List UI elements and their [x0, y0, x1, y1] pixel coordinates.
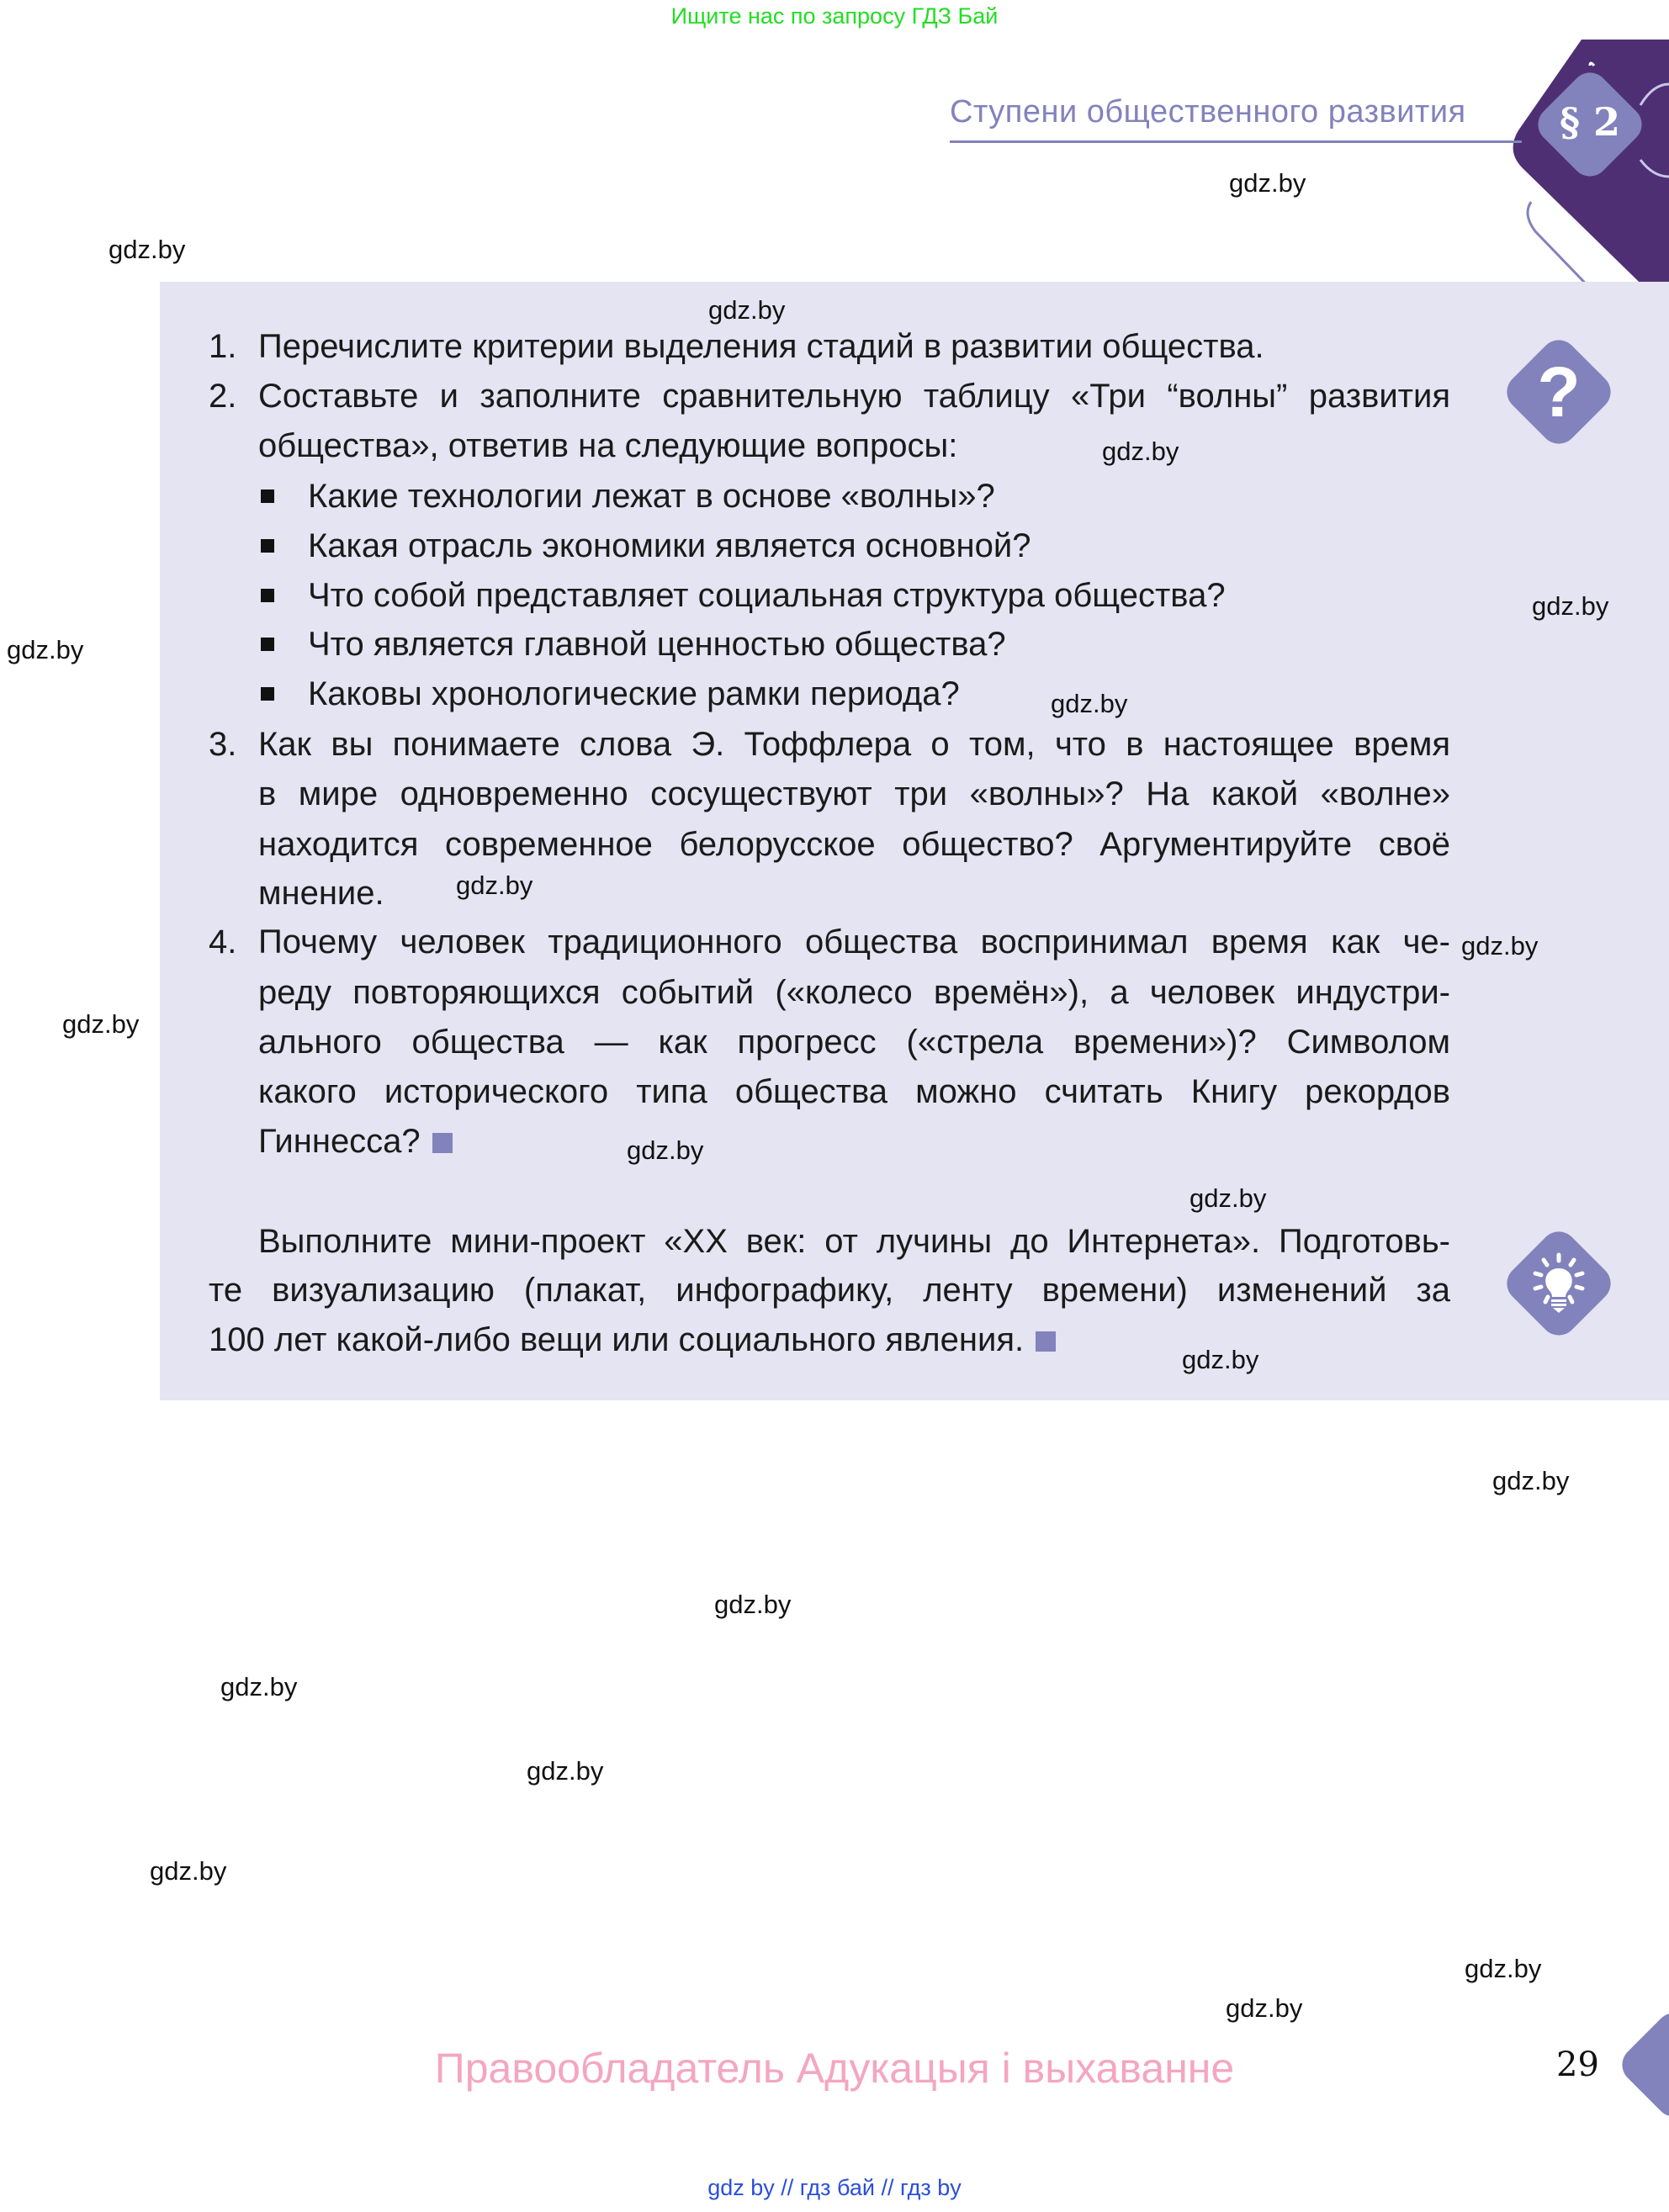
watermark: gdz.by	[62, 1009, 140, 1039]
watermark: gdz.by	[1229, 168, 1306, 198]
question-3-text: в мире одновременно сосуществуют три «волны»? На какой «волне»	[258, 775, 1450, 812]
question-3-text: Как вы понимаете слова Э. Тоффлера о том, что в настоящее время	[258, 726, 1450, 763]
project-text-last	[209, 1316, 1056, 1363]
watermark: gdz.by	[1102, 437, 1179, 466]
page-number: 29	[1556, 2045, 1599, 2084]
bullet-icon	[261, 638, 274, 651]
watermark: gdz.by	[714, 1590, 792, 1619]
bullet-icon	[261, 539, 274, 553]
bullet-icon	[261, 489, 274, 503]
site-links[interactable]: gdz by // гдз бай // гдз by	[707, 2175, 962, 2200]
watermark: gdz.by	[1532, 591, 1609, 621]
question-2-bullet: Какая отрасль экономики является основной?	[308, 527, 1031, 564]
watermark: gdz.by	[150, 1856, 227, 1886]
question-1-text: Перечислите критерии выделения стадий в развитии общества.	[258, 328, 1264, 365]
question-2-bullet: Какие технологии лежат в основе «волны»?	[308, 478, 995, 515]
bullet-icon	[261, 687, 274, 701]
search-hint: Ищите нас по запросу ГДЗ Бай	[670, 3, 999, 29]
watermark: gdz.by	[109, 235, 186, 264]
watermark: gdz.by	[456, 871, 533, 900]
question-4-text: какого исторического типа общества можно считать Книгу рекордов	[258, 1073, 1450, 1110]
question-2-text: общества», ответив на следующие вопросы:	[258, 427, 958, 464]
question-2-bullet: Что собой представляет социальная структура общества?	[308, 577, 1226, 614]
question-1-number: 1.	[209, 328, 237, 365]
project-text: 100 лет какой-либо вещи или социального явления.	[209, 1321, 1025, 1358]
question-mark: ?	[1537, 352, 1581, 431]
question-4-text: реду повторяющихся событий («колесо времён»), а человек индустри-	[258, 974, 1450, 1011]
question-3-text: находится современное белорусское общество? Аргументируйте своё	[258, 826, 1450, 863]
watermark: gdz.by	[1461, 931, 1539, 960]
section-number: § 2	[1559, 99, 1621, 145]
chapter-title: Ступени общественного развития	[950, 94, 1466, 130]
question-2-number: 2.	[209, 378, 237, 415]
question-2-bullet: Каковы хронологические рамки периода?	[308, 675, 960, 712]
bullet-icon	[261, 589, 274, 602]
end-marker-icon	[1036, 1331, 1056, 1352]
question-3-text: мнение.	[258, 875, 384, 912]
question-3-number: 3.	[209, 726, 237, 763]
watermark: gdz.by	[1492, 1466, 1570, 1495]
watermark: gdz.by	[1226, 1993, 1303, 2023]
watermark: gdz.by	[708, 295, 786, 325]
lightbulb-glyph	[1525, 1250, 1592, 1317]
question-2-text: Составьте и заполните сравнительную таблицу «Три “волны” развития	[258, 378, 1450, 415]
question-4-text: ального общества — как прогресс («стрела времени»)? Символом	[258, 1024, 1450, 1061]
page-corner-marker	[1614, 2005, 1669, 2124]
watermark: gdz.by	[1182, 1345, 1259, 1374]
question-2-bullet: Что является главной ценностью общества?	[308, 626, 1006, 663]
watermark: gdz.by	[1189, 1183, 1267, 1213]
question-4-text-last	[258, 1118, 453, 1165]
title-underline	[950, 140, 1522, 143]
question-4-number: 4.	[209, 923, 237, 960]
copyright-notice: Правообладатель Адукацыя і выхаванне	[434, 2045, 1235, 2092]
watermark: gdz.by	[220, 1672, 298, 1701]
watermark: gdz.by	[1051, 689, 1128, 718]
watermark: gdz.by	[1465, 1954, 1542, 1983]
project-text: те визуализацию (плакат, инфографику, ленту времени) изменений за	[209, 1272, 1450, 1309]
watermark: gdz.by	[527, 1756, 604, 1786]
question-4-text: Гиннесса?	[258, 1123, 421, 1160]
watermark: gdz.by	[7, 635, 84, 664]
project-text: Выполните мини-проект «XX век: от лучины до Интернета». Подготовь-	[258, 1223, 1450, 1260]
watermark: gdz.by	[627, 1135, 704, 1165]
end-marker-icon	[432, 1133, 453, 1153]
question-4-text: Почему человек традиционного общества воспринимал время как че-	[258, 923, 1450, 960]
